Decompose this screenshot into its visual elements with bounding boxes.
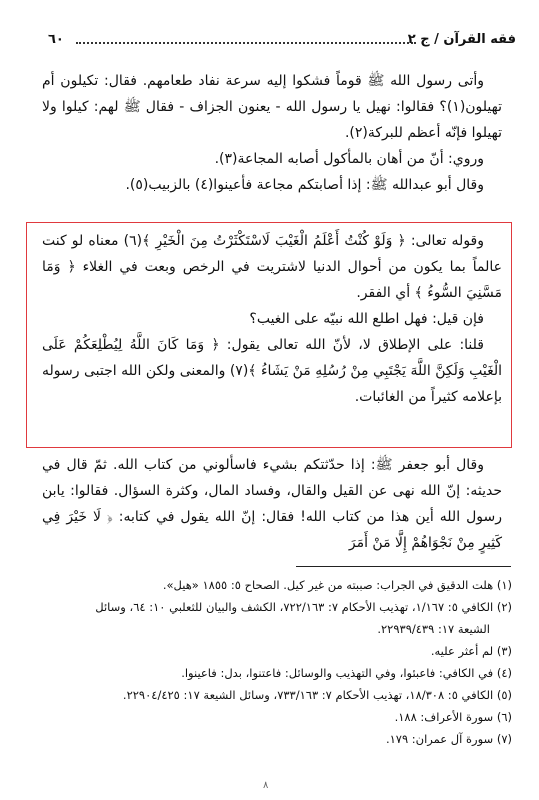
paragraph-question: فإن قيل: فهل اطلع الله نبيّه على الغيب؟ [249,311,484,327]
bottom-page-mark: ٨ [263,780,269,791]
footnote-2-continued: الشيعة ١٧: ٢٢٩٣٩/٤٣٩. [377,622,490,636]
paragraph-raisins-narration: وقال أبو عبدالله ﷺ: إذا أصابتكم مجاعة فأعينوا(٤) بالزبيب(٥). [125,177,484,193]
footnotes [42,574,512,750]
paragraph-abu-jafar: وقال أبو جعفر ﷺ: إذا حدّثتكم بشيء فاسألوني من كتاب الله. ثمّ قال في حديثه: إنّ الله نهى عن القيل والقال، وفساد المال، وكثرة السؤال. فقالوا: يابن رسول الله أين هذا من كتاب الله! فقال: إنّ الله يقول في كتابه: ﴿ لَا خَيْرَ فِي كَثِيرٍ مِنْ نَجْوَاهُمْ إِلَّا مَنْ أَمَرَ [42,457,502,551]
top-text-block [42,68,502,198]
paragraph-answer: قلنا: على الإطلاق لا، لأنّ الله تعالى يقول: ﴿ وَمَا كَانَ اللَّهُ لِيُطْلِعَكُمْ عَلَى الْغَيْبِ وَلَكِنَّ اللَّهَ يَجْتَبِي مِنْ رُسُلِهِ مَنْ يَشَاءُ ﴾(٧) والمعنى ولكن الله اجتبى رسوله بإعلامه كثيراً من الغائبات. [42,337,502,405]
paragraph-famine-narration: وروي: أنّ من أهان بالمأكول أصابه المجاعة(٣). [214,151,484,167]
footnote-6: (٦) سورة الأعراف: ١٨٨. [394,710,512,724]
bottom-text-block [42,452,502,556]
running-title: فقه القرآن / ج ٢ [407,32,516,47]
paragraph-unseen-verse: وقوله تعالى: ﴿ وَلَوْ كُنْتُ أَعْلَمُ الْغَيْبَ لَاسْتَكْثَرْتُ مِنَ الْخَيْرِ ﴾(٦) معناه لو كنت عالماً بما يكون من أحوال الدنيا لاشتريت في الرخص وبعت في الغلاء ﴿ وَمَا مَسَّنِيَ السُّوءُ ﴾ أي الفقر. [42,233,502,301]
page-number: ٦٠ [48,32,64,47]
footnote-7: (٧) سورة آل عمران: ١٧٩. [385,732,512,746]
boxed-text-block [42,228,502,410]
page-header [48,32,516,54]
footnote-5: (٥) الكافي ٥: ١٨/٣٠٨، تهذيب الأحكام ٧: ٧٣٣/١٦٣، وسائل الشيعة ١٧: ٢٢٩٠٤/٤٢٥. [122,688,512,702]
header-dotted-leader [76,42,416,44]
footnote-3: (٣) لم أعثر عليه. [430,644,512,658]
paragraph-prophet-measuring: وأتى رسول الله ﷺ قوماً فشكوا إليه سرعة نفاد طعامهم. فقال: تكيلون أم تهيلون(١)؟ فقالوا: نهيل يا رسول الله - يعنون الجزاف - فقال ﷺ لهم: كيلوا ولا تهيلوا فإنّه أعظم للبركة(٢). [42,73,502,141]
footnote-4: (٤) في الكافي: فاعبئوا، وفي التهذيب والوسائل: فاعتنوا، بدل: فاعينوا. [181,666,512,680]
footnote-2: (٢) الكافي ٥: ١/١٦٧، تهذيب الأحكام ٧: ٧٢٢/١٦٣، الكشف والبيان للثعلبي ١٠: ٦٤، وسائل [95,600,512,614]
footnote-separator [296,566,511,567]
footnote-1: (١) هلت الدقيق في الجراب: صببته من غير كيل. الصحاح ٥: ١٨٥٥ «هيل». [162,578,512,592]
